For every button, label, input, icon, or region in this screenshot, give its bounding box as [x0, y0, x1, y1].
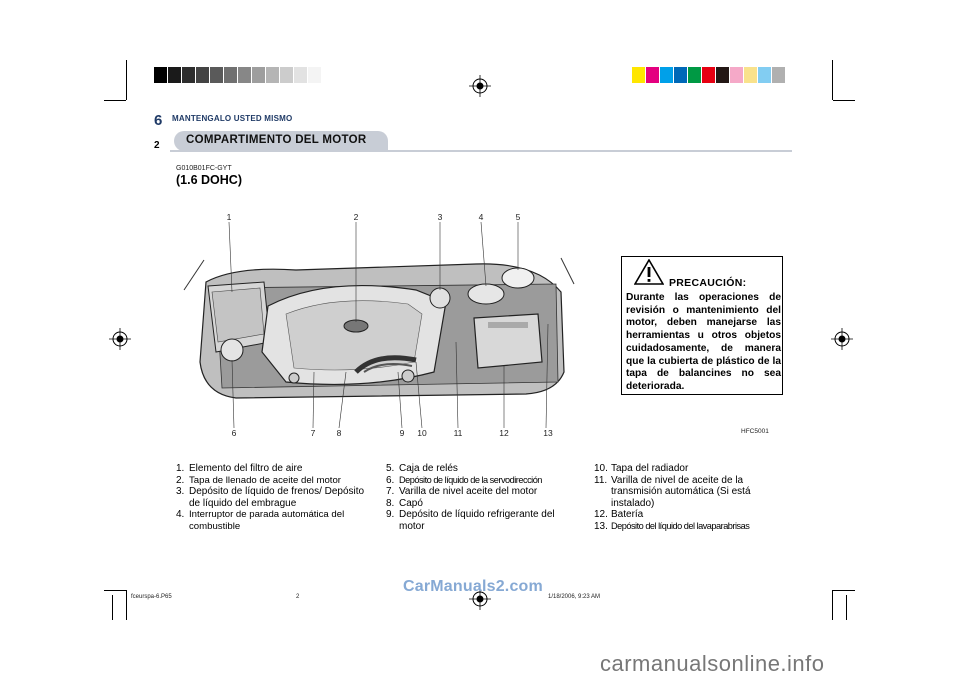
registration-mark-icon [469, 75, 491, 97]
callout-number: 5 [515, 212, 521, 222]
callout-number: 1 [226, 212, 232, 222]
color-swatch [238, 67, 251, 83]
color-swatch [252, 67, 265, 83]
callout-number: 6 [231, 428, 237, 438]
color-swatch [758, 67, 771, 83]
color-swatch [632, 67, 645, 83]
legend-column-3 [594, 463, 786, 533]
list-item: 4. Interruptor de parada automática del combustible [176, 509, 345, 532]
list-item: 11. Varilla de nivel de aceite de la transmisión automática (Si está instalado) [594, 474, 751, 509]
callout-number: 13 [543, 428, 553, 438]
color-swatch [224, 67, 237, 83]
list-item: 12. Batería [594, 509, 644, 521]
color-swatch [154, 67, 167, 83]
callout-number: 9 [399, 428, 405, 438]
list-item: 7. Varilla de nivel aceite del motor [386, 486, 538, 498]
caution-title: PRECAUCIÓN: [669, 277, 747, 289]
list-item: 13. Depósito del líquido del lavaparabrisas [594, 520, 750, 532]
callout-number: 7 [310, 428, 316, 438]
color-swatch [744, 67, 757, 83]
color-swatch [294, 67, 307, 83]
color-swatch [688, 67, 701, 83]
color-swatch [182, 67, 195, 83]
color-swatch [266, 67, 279, 83]
color-swatch [730, 67, 743, 83]
chapter-number: 6 [154, 112, 163, 129]
list-item: 5. Caja de relés [386, 463, 458, 474]
engine-compartment-illustration [176, 222, 596, 428]
watermark-site: carmanualsonline.info [600, 651, 825, 676]
color-swatch [168, 67, 181, 83]
color-swatch [196, 67, 209, 83]
engine-type-heading: (1.6 DOHC) [176, 173, 242, 187]
figure-reference-code: HFC5001 [741, 428, 769, 435]
callout-number: 11 [453, 428, 463, 438]
legend-column-2 [386, 463, 578, 533]
color-swatch [210, 67, 223, 83]
list-item: 8. Capó [386, 497, 423, 509]
legend-column-1 [176, 463, 376, 533]
color-swatch [772, 67, 785, 83]
callout-number: 3 [437, 212, 443, 222]
callout-number: 10 [417, 428, 427, 438]
list-item: 2. Tapa de llenado de aceite del motor [176, 474, 342, 486]
watermark-logo: CarManuals2.com [403, 578, 543, 595]
footer-filename: fceurspa-6.P65 [131, 594, 172, 600]
list-item: 3. Depósito de líquido de frenos/ Depósito de líquido del embrague [176, 486, 365, 509]
grayscale-color-bar [154, 67, 322, 83]
process-color-bar [632, 67, 786, 83]
warning-triangle-icon [634, 259, 664, 285]
color-swatch [702, 67, 715, 83]
callout-number: 8 [336, 428, 342, 438]
footer-page: 2 [296, 594, 300, 600]
section-title: COMPARTIMENTO DEL MOTOR [186, 134, 367, 146]
list-item: 10. Tapa del radiador [594, 463, 689, 474]
color-swatch [674, 67, 687, 83]
page-number: 2 [154, 140, 160, 151]
figure-code: G010B01FC-GYT [176, 165, 232, 172]
footer-date: 1/18/2006, 9:23 AM [548, 594, 601, 600]
color-swatch [280, 67, 293, 83]
list-item: 1. Elemento del filtro de aire [176, 463, 303, 474]
callout-number: 2 [353, 212, 359, 222]
list-item: 9. Depósito de líquido refrigerante del motor [386, 509, 555, 532]
section-divider [170, 150, 792, 152]
caution-text: Durante las operaciones de revisión o mantenimiento del motor, deben manejarse las herramientas u otros objetos cuidadosamente, de manera que la cubierta de plástico de la tapa de balancines no sea deteriorada. [626, 292, 781, 392]
chapter-title: MANTENGALO USTED MISMO [172, 114, 293, 123]
registration-mark-icon [831, 328, 853, 350]
list-item: 6. Depósito de líquido de la servodirección [386, 474, 542, 486]
color-swatch [716, 67, 729, 83]
color-swatch [646, 67, 659, 83]
color-swatch [308, 67, 321, 83]
color-swatch [660, 67, 673, 83]
registration-mark-icon [109, 328, 131, 350]
callout-number: 12 [499, 428, 509, 438]
callout-number: 4 [478, 212, 484, 222]
